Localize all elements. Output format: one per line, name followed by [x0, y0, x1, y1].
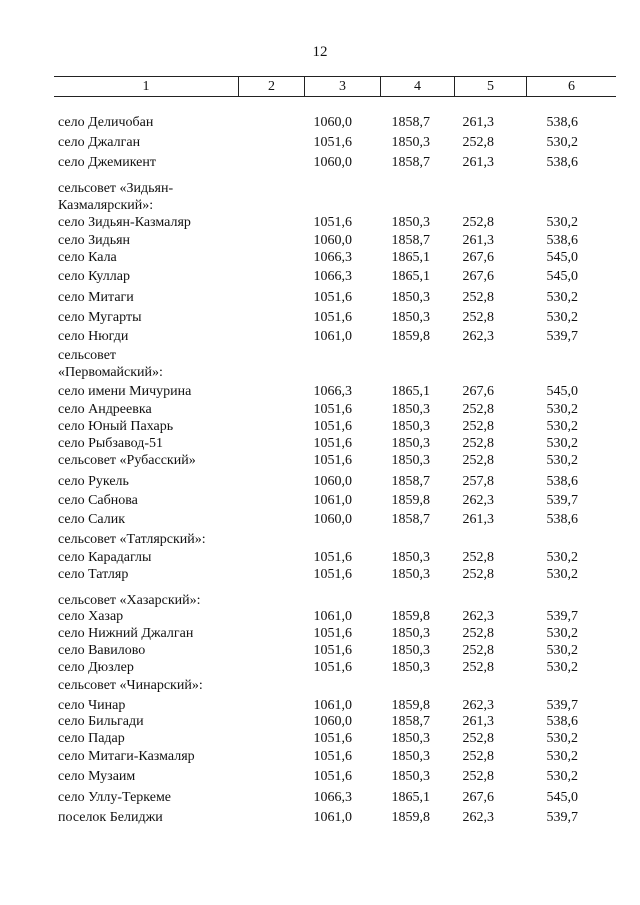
value-col-6: 530,2	[546, 402, 578, 417]
value-col-6: 530,2	[546, 660, 578, 675]
value-col-4: 1850,3	[391, 419, 430, 434]
value-col-5: 261,3	[462, 714, 494, 729]
value-col-4: 1850,3	[391, 135, 430, 150]
value-col-3: 1051,6	[313, 215, 352, 230]
value-col-6: 545,0	[546, 790, 578, 805]
value-col-4: 1850,3	[391, 749, 430, 764]
value-col-5: 252,8	[462, 749, 494, 764]
value-col-3: 1051,6	[313, 310, 352, 325]
table-row	[0, 531, 640, 549]
table-row	[0, 730, 640, 748]
value-col-5: 262,3	[462, 493, 494, 508]
table-row	[0, 232, 640, 250]
value-col-6: 530,2	[546, 643, 578, 658]
value-col-5: 252,8	[462, 215, 494, 230]
settlement-name: сельсовет «Чинарский»:	[58, 678, 203, 693]
value-col-5: 262,3	[462, 329, 494, 344]
value-col-6: 539,7	[546, 609, 578, 624]
value-col-5: 252,8	[462, 419, 494, 434]
table-row	[0, 418, 640, 436]
table-row	[0, 608, 640, 626]
column-header-4: 4	[380, 77, 454, 96]
table-row	[0, 197, 640, 215]
value-col-6: 530,2	[546, 731, 578, 746]
table-row	[0, 435, 640, 453]
value-col-5: 252,8	[462, 453, 494, 468]
value-col-4: 1865,1	[391, 250, 430, 265]
value-col-3: 1051,6	[313, 419, 352, 434]
settlement-name: село Джемикент	[58, 155, 156, 170]
settlement-name: сельсовет	[58, 348, 117, 363]
column-header-1: 1	[142, 79, 150, 94]
table-row	[0, 768, 640, 786]
value-col-4: 1859,8	[391, 493, 430, 508]
value-col-6: 538,6	[546, 512, 578, 527]
value-col-3: 1061,0	[313, 329, 352, 344]
settlement-name: село Сабнова	[58, 493, 138, 508]
table-row	[0, 134, 640, 152]
value-col-3: 1061,0	[313, 493, 352, 508]
value-col-5: 267,6	[462, 250, 494, 265]
settlement-name: село Музаим	[58, 769, 136, 784]
value-col-3: 1061,0	[313, 810, 352, 825]
table-row	[0, 642, 640, 660]
settlement-name: село Дюзлер	[58, 660, 134, 675]
value-col-6: 539,7	[546, 329, 578, 344]
settlement-name: село Митаги-Казмаляр	[58, 749, 195, 764]
settlement-name: село Татляр	[58, 567, 129, 582]
value-col-3: 1051,6	[313, 550, 352, 565]
table-row	[0, 492, 640, 510]
value-col-5: 262,3	[462, 609, 494, 624]
value-col-3: 1061,0	[313, 609, 352, 624]
value-col-4: 1850,3	[391, 215, 430, 230]
table-row	[0, 677, 640, 695]
table-row	[0, 383, 640, 401]
value-col-5: 267,6	[462, 384, 494, 399]
value-col-5: 252,8	[462, 660, 494, 675]
value-col-3: 1060,0	[313, 233, 352, 248]
value-col-4: 1858,7	[391, 155, 430, 170]
value-col-5: 257,8	[462, 474, 494, 489]
settlement-name: сельсовет «Татлярский»:	[58, 532, 206, 547]
value-col-4: 1858,7	[391, 233, 430, 248]
value-col-4: 1859,8	[391, 329, 430, 344]
settlement-name: село Бильгади	[58, 714, 144, 729]
settlement-name: село Джалган	[58, 135, 141, 150]
table-row	[0, 347, 640, 365]
value-col-5: 252,8	[462, 643, 494, 658]
value-col-6: 539,7	[546, 698, 578, 713]
table-row	[0, 289, 640, 307]
value-col-3: 1060,0	[313, 512, 352, 527]
value-col-6: 530,2	[546, 215, 578, 230]
value-col-3: 1060,0	[313, 115, 352, 130]
value-col-3: 1051,6	[313, 626, 352, 641]
table-row	[0, 154, 640, 172]
settlement-name: село Падар	[58, 731, 125, 746]
table-row	[0, 789, 640, 807]
value-col-4: 1858,7	[391, 714, 430, 729]
value-col-5: 252,8	[462, 290, 494, 305]
value-col-5: 252,8	[462, 402, 494, 417]
value-col-6: 538,6	[546, 474, 578, 489]
value-col-3: 1051,6	[313, 436, 352, 451]
settlement-name: село Деличобан	[58, 115, 154, 130]
value-col-3: 1051,6	[313, 567, 352, 582]
value-col-3: 1060,0	[313, 155, 352, 170]
value-col-3: 1051,6	[313, 660, 352, 675]
value-col-6: 530,2	[546, 290, 578, 305]
settlement-name: село Чинар	[58, 698, 126, 713]
settlement-name: село Митаги	[58, 290, 134, 305]
value-col-3: 1061,0	[313, 698, 352, 713]
value-col-3: 1051,6	[313, 402, 352, 417]
settlement-name: сельсовет «Рубасский»	[58, 453, 196, 468]
page-number: 12	[312, 44, 328, 60]
value-col-3: 1051,6	[313, 135, 352, 150]
column-header-2: 2	[238, 77, 304, 96]
settlement-name: село имени Мичурина	[58, 384, 192, 399]
value-col-5: 252,8	[462, 135, 494, 150]
value-col-4: 1850,3	[391, 453, 430, 468]
table-row	[0, 328, 640, 346]
settlement-name: село Андреевка	[58, 402, 152, 417]
value-col-3: 1066,3	[313, 269, 352, 284]
value-col-5: 252,8	[462, 310, 494, 325]
value-col-4: 1850,3	[391, 402, 430, 417]
settlement-name: село Юный Пахарь	[58, 419, 174, 434]
value-col-3: 1051,6	[313, 749, 352, 764]
value-col-6: 530,2	[546, 419, 578, 434]
settlement-name: село Куллар	[58, 269, 130, 284]
table-row	[0, 713, 640, 731]
value-col-5: 262,3	[462, 698, 494, 713]
settlement-name: село Вавилово	[58, 643, 146, 658]
table-row	[0, 566, 640, 584]
value-col-4: 1850,3	[391, 660, 430, 675]
settlement-name: поселок Белиджи	[58, 810, 163, 825]
value-col-4: 1850,3	[391, 310, 430, 325]
settlement-name: село Нижний Джалган	[58, 626, 194, 641]
table-row	[0, 180, 640, 198]
table-row	[0, 249, 640, 267]
value-col-6: 530,2	[546, 135, 578, 150]
table-row	[0, 473, 640, 491]
value-col-6: 538,6	[546, 155, 578, 170]
table-row	[0, 748, 640, 766]
value-col-3: 1066,3	[313, 250, 352, 265]
value-col-3: 1051,6	[313, 769, 352, 784]
table-row	[0, 452, 640, 470]
table-row	[0, 364, 640, 382]
value-col-3: 1051,6	[313, 643, 352, 658]
value-col-3: 1060,0	[313, 714, 352, 729]
value-col-3: 1051,6	[313, 290, 352, 305]
settlement-name: село Нюгди	[58, 329, 129, 344]
table-row	[0, 401, 640, 419]
column-header-5: 5	[454, 77, 526, 96]
value-col-4: 1865,1	[391, 790, 430, 805]
table-row	[0, 625, 640, 643]
value-col-3: 1051,6	[313, 453, 352, 468]
table-row	[0, 511, 640, 529]
value-col-5: 261,3	[462, 155, 494, 170]
value-col-6: 530,2	[546, 436, 578, 451]
value-col-3: 1060,0	[313, 474, 352, 489]
value-col-6: 539,7	[546, 810, 578, 825]
settlement-name: село Салик	[58, 512, 126, 527]
value-col-6: 530,2	[546, 749, 578, 764]
value-col-5: 262,3	[462, 810, 494, 825]
value-col-5: 252,8	[462, 567, 494, 582]
value-col-4: 1858,7	[391, 115, 430, 130]
value-col-6: 545,0	[546, 269, 578, 284]
value-col-6: 530,2	[546, 567, 578, 582]
value-col-4: 1859,8	[391, 698, 430, 713]
value-col-6: 530,2	[546, 550, 578, 565]
value-col-6: 538,6	[546, 233, 578, 248]
value-col-3: 1051,6	[313, 731, 352, 746]
settlement-name: Казмалярский»:	[58, 198, 154, 213]
settlement-name: «Первомайский»:	[58, 365, 163, 380]
value-col-4: 1850,3	[391, 769, 430, 784]
table-row	[0, 549, 640, 567]
value-col-5: 252,8	[462, 436, 494, 451]
value-col-4: 1850,3	[391, 626, 430, 641]
value-col-4: 1859,8	[391, 810, 430, 825]
value-col-3: 1066,3	[313, 790, 352, 805]
value-col-4: 1858,7	[391, 512, 430, 527]
value-col-6: 538,6	[546, 714, 578, 729]
table-row	[0, 809, 640, 827]
settlement-name: село Рукель	[58, 474, 129, 489]
value-col-4: 1850,3	[391, 731, 430, 746]
value-col-4: 1865,1	[391, 269, 430, 284]
settlement-name: село Рыбзавод-51	[58, 436, 164, 451]
column-header-3: 3	[304, 77, 380, 96]
settlement-name: село Кала	[58, 250, 117, 265]
value-col-4: 1850,3	[391, 436, 430, 451]
settlement-name: село Уллу-Теркеме	[58, 790, 172, 805]
value-col-5: 261,3	[462, 512, 494, 527]
value-col-3: 1066,3	[313, 384, 352, 399]
settlement-name: сельсовет «Хазарский»:	[58, 593, 201, 608]
table-header	[54, 76, 616, 97]
value-col-4: 1859,8	[391, 609, 430, 624]
value-col-4: 1850,3	[391, 550, 430, 565]
settlement-name: село Мугарты	[58, 310, 142, 325]
value-col-4: 1850,3	[391, 567, 430, 582]
table-row	[0, 114, 640, 132]
value-col-5: 252,8	[462, 626, 494, 641]
value-col-5: 267,6	[462, 269, 494, 284]
value-col-6: 538,6	[546, 115, 578, 130]
settlement-name: село Зидьян-Казмаляр	[58, 215, 191, 230]
value-col-5: 267,6	[462, 790, 494, 805]
value-col-4: 1850,3	[391, 290, 430, 305]
column-header-6: 6	[526, 77, 616, 96]
table-row	[0, 268, 640, 286]
value-col-5: 261,3	[462, 115, 494, 130]
value-col-6: 539,7	[546, 493, 578, 508]
settlement-name: сельсовет «Зидьян-	[58, 181, 174, 196]
table-row	[0, 309, 640, 327]
table-row	[0, 659, 640, 677]
settlement-name: село Карадаглы	[58, 550, 152, 565]
settlement-name: село Хазар	[58, 609, 124, 624]
value-col-4: 1858,7	[391, 474, 430, 489]
value-col-5: 261,3	[462, 233, 494, 248]
value-col-5: 252,8	[462, 550, 494, 565]
value-col-5: 252,8	[462, 731, 494, 746]
value-col-6: 530,2	[546, 626, 578, 641]
value-col-4: 1850,3	[391, 643, 430, 658]
value-col-4: 1865,1	[391, 384, 430, 399]
value-col-6: 545,0	[546, 384, 578, 399]
table-row	[0, 214, 640, 232]
value-col-6: 530,2	[546, 453, 578, 468]
value-col-5: 252,8	[462, 769, 494, 784]
value-col-6: 530,2	[546, 769, 578, 784]
value-col-6: 545,0	[546, 250, 578, 265]
settlement-name: село Зидьян	[58, 233, 131, 248]
value-col-6: 530,2	[546, 310, 578, 325]
